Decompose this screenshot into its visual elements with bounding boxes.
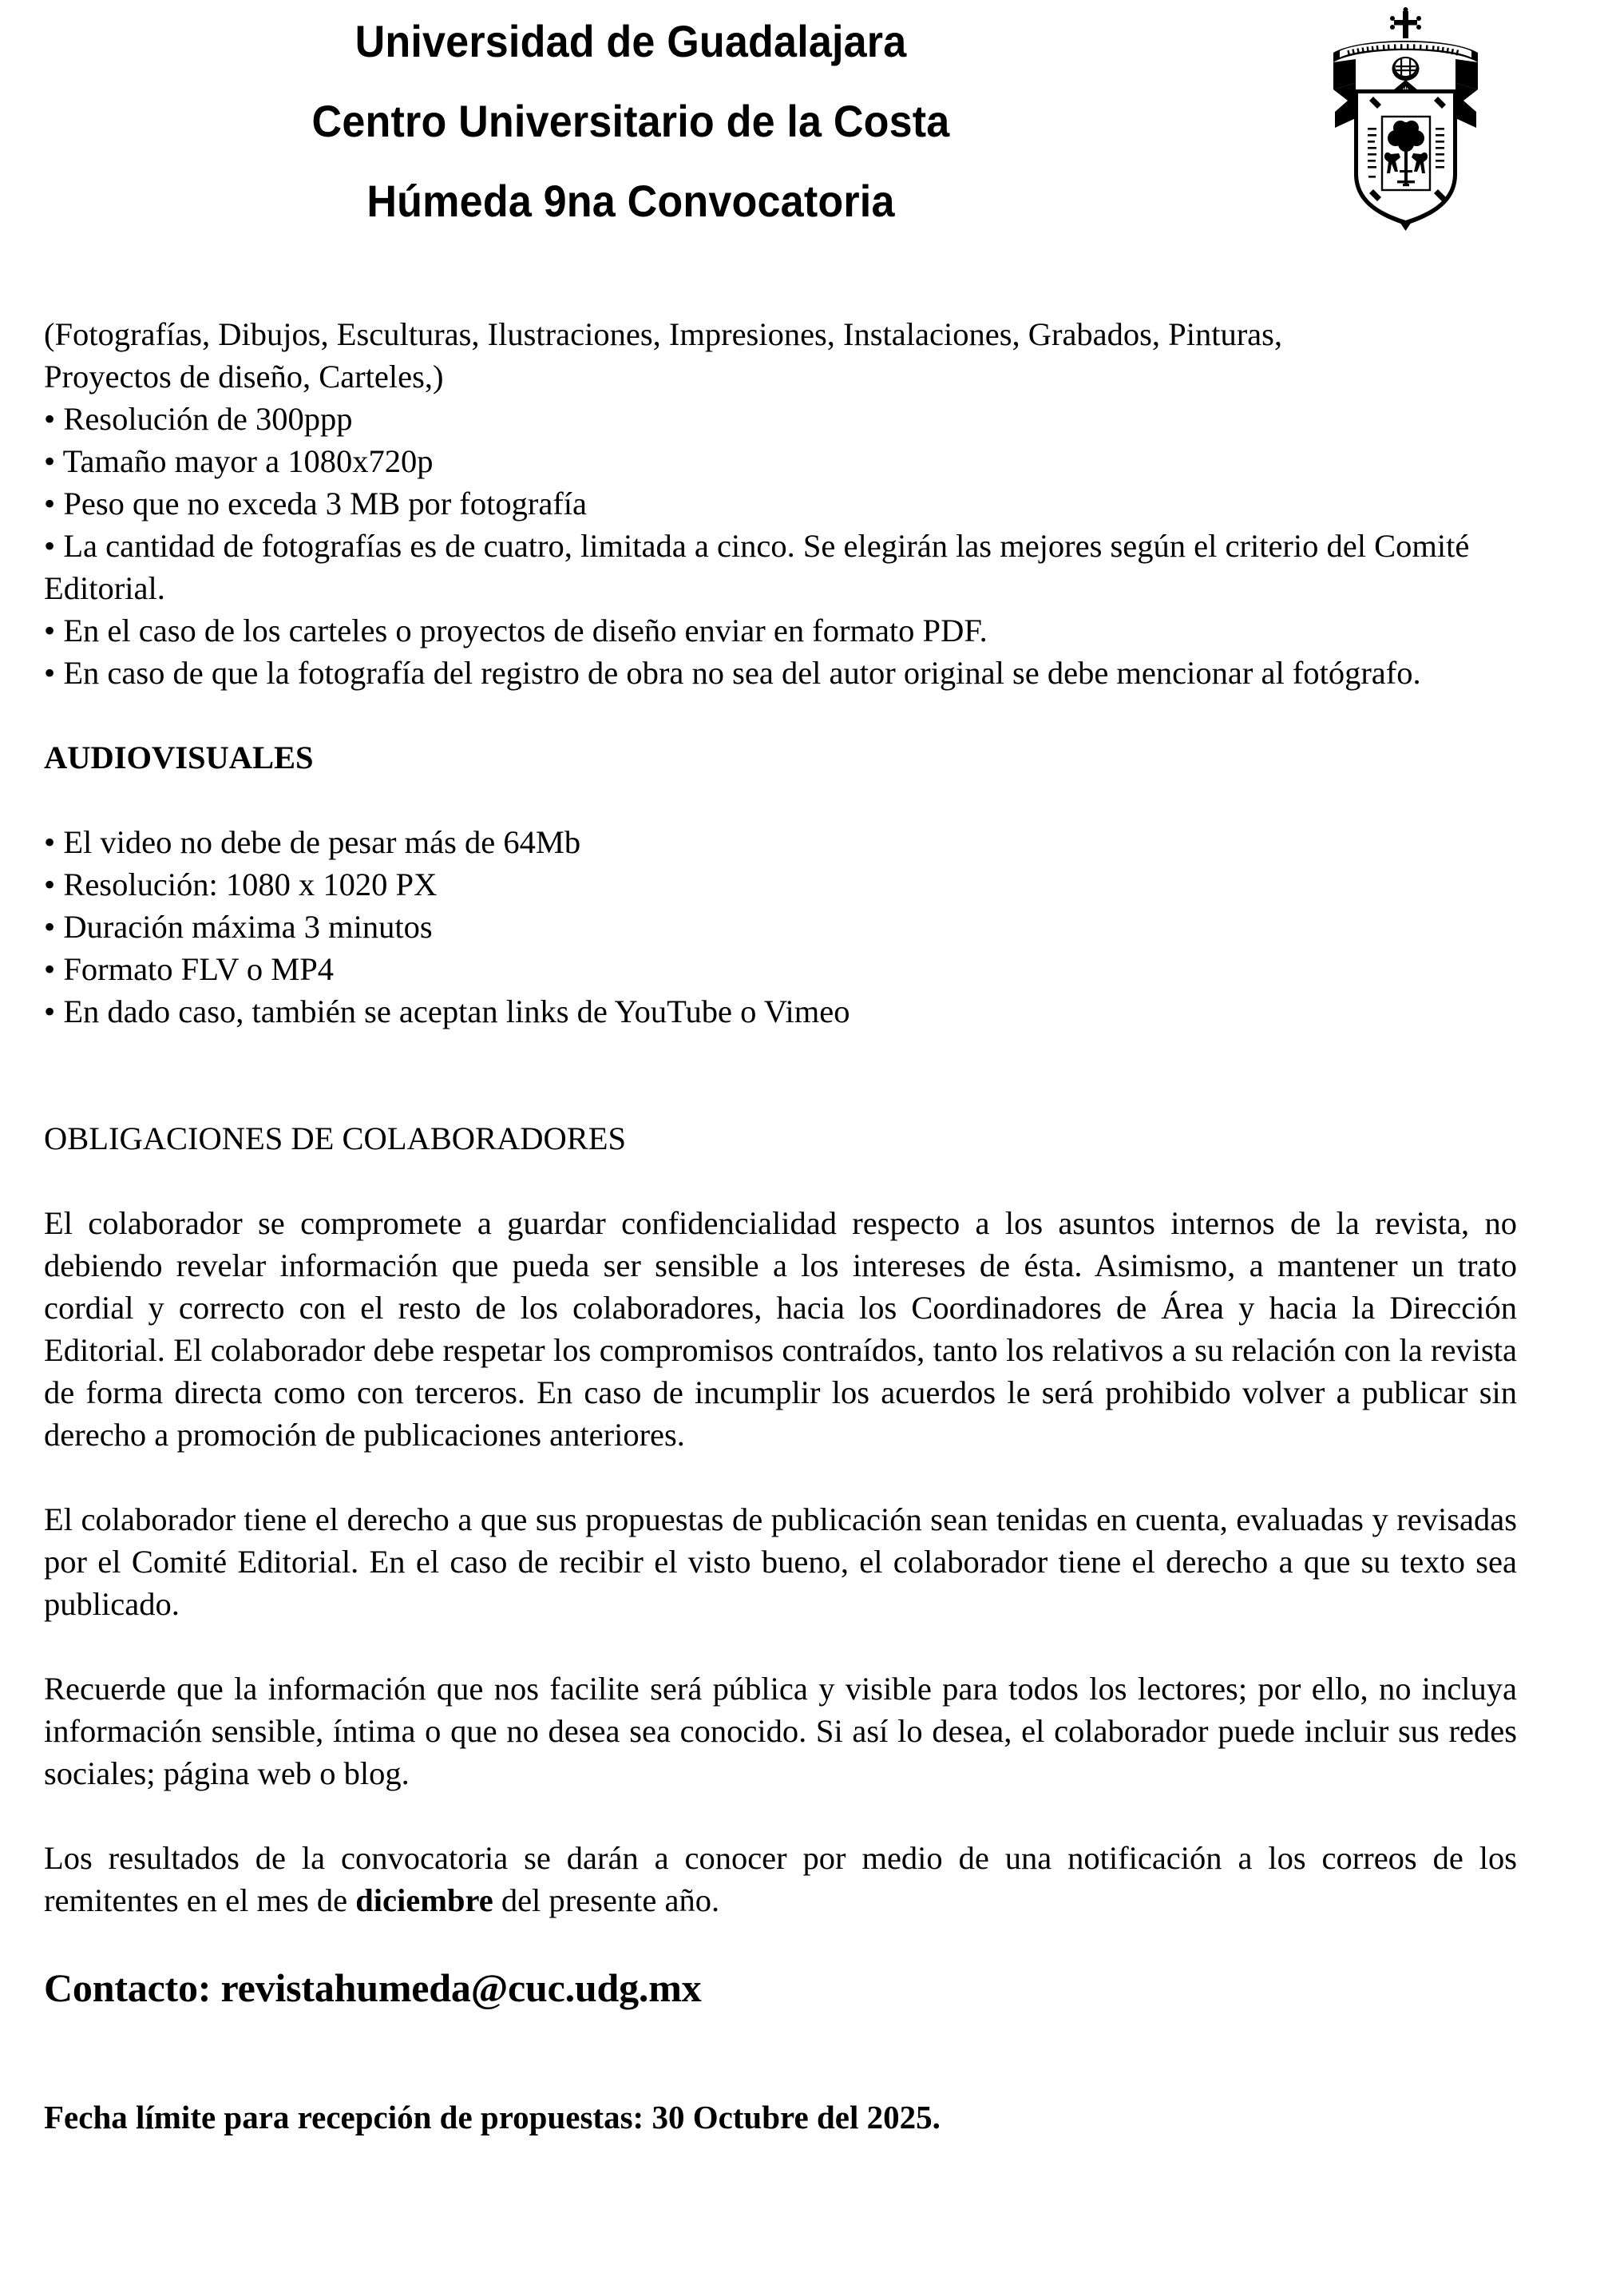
- deadline-line: Fecha límite para recepción de propuestas: 30 Octubre del 2025.: [44, 2099, 941, 2135]
- obligaciones-paragraph-3: Recuerde que la información que nos facilite será pública y visible para todos los lectores; por ello, no incluya información sensible, íntima o que no desea sea conocido. Si así lo desea, el colaborador puede incluir sus redes sociales; página web o blog.: [44, 1671, 1517, 1791]
- paragraph-4-text-after: del presente año.: [493, 1882, 720, 1918]
- bullet-icon: •: [44, 824, 56, 860]
- document-body: [44, 313, 1517, 2138]
- bullet-icon: •: [44, 866, 56, 902]
- bullet-icon: •: [44, 909, 56, 945]
- paragraph-4-text-before: Los resultados de la convocatoria se darán a conocer por medio de una notificación a los correos de los remitentes en el mes de: [44, 1840, 1517, 1918]
- list-item-label: Peso que no exceda 3 MB por fotografía: [63, 486, 588, 521]
- spacer: [44, 2012, 1517, 2096]
- list-item: [44, 821, 1517, 863]
- list-item: [44, 652, 1517, 694]
- bullet-icon: •: [44, 655, 56, 691]
- bullet-icon: •: [44, 528, 56, 564]
- spacer: [44, 1456, 1517, 1498]
- udeg-coat-of-arms-icon: [1324, 6, 1487, 232]
- intro-line-1: (Fotografías, Dibujos, Esculturas, Ilustraciones, Impresiones, Instalaciones, Grabados, Pinturas,: [44, 316, 1283, 352]
- list-item-label: La cantidad de fotografías es de cuatro, limitada a cinco. Se elegirán las mejores según el criterio del Comité Editorial.: [44, 528, 1470, 606]
- audiovisuales-list: [44, 821, 1517, 1033]
- list-item: [44, 609, 1517, 652]
- list-item-label: Tamaño mayor a 1080x720p: [62, 443, 434, 479]
- bullet-icon: •: [44, 443, 56, 479]
- list-item-label: Resolución: 1080 x 1020 PX: [63, 866, 438, 902]
- intro-block: [44, 313, 1517, 398]
- spacer: [44, 1625, 1517, 1667]
- spacer: [44, 1794, 1517, 1837]
- list-item-label: En caso de que la fotografía del registro de obra no sea del autor original se debe mencionar al fotógrafo.: [63, 655, 1421, 691]
- list-item: [44, 990, 1517, 1033]
- header-university-name: Universidad de Guadalajara: [354, 16, 907, 66]
- graphic-requirements-list: [44, 398, 1517, 694]
- intro-line-2: Proyectos de diseño, Carteles,): [44, 359, 444, 395]
- contact-line[interactable]: Contacto: revistahumeda@cuc.udg.mx: [44, 1965, 702, 2010]
- list-item-label: En el caso de los carteles o proyectos de diseño enviar en formato PDF.: [63, 613, 988, 648]
- spacer: [44, 1921, 1517, 1964]
- list-item: [44, 863, 1517, 906]
- bullet-icon: •: [44, 486, 56, 521]
- list-item: [44, 482, 1517, 525]
- header-call-title: Húmeda 9na Convocatoria: [366, 176, 895, 226]
- header-campus-name: Centro Universitario de la Costa: [311, 96, 950, 146]
- obligaciones-paragraph-4: [44, 1837, 1517, 1921]
- section-heading-audiovisuales: AUDIOVISUALES: [44, 740, 314, 775]
- spacer: [44, 1033, 1517, 1117]
- list-item-label: En dado caso, también se aceptan links de YouTube o Vimeo: [63, 993, 850, 1029]
- bullet-icon: •: [44, 401, 56, 437]
- spacer: [44, 779, 1517, 821]
- list-item: [44, 948, 1517, 990]
- document-header: [0, 0, 1604, 272]
- obligaciones-paragraph-1: El colaborador se compromete a guardar confidencialidad respecto a los asuntos internos de la revista, no debiendo revelar información que pueda ser sensible a los intereses de ésta. Asimismo, a mantener un trato cordial y correcto con el resto de los colaboradores, hacia los Coordinadores de Área y hacia la Dirección Editorial. El colaborador debe respetar los compromisos contraídos, tanto los relativos a su relación con la revista de forma directa como con terceros. En caso de incumplir los acuerdos le será prohibido volver a publicar sin derecho a promoción de publicaciones anteriores.: [44, 1205, 1517, 1453]
- bullet-icon: •: [44, 951, 56, 987]
- list-item: [44, 525, 1517, 609]
- list-item: [44, 440, 1517, 482]
- list-item-label: El video no debe de pesar más de 64Mb: [63, 824, 581, 860]
- spacer: [44, 694, 1517, 736]
- paragraph-4-month-bold: diciembre: [355, 1882, 493, 1918]
- list-item: [44, 398, 1517, 440]
- bullet-icon: •: [44, 993, 56, 1029]
- list-item-label: Formato FLV o MP4: [63, 951, 335, 987]
- spacer: [44, 1160, 1517, 1202]
- bullet-icon: •: [44, 613, 56, 648]
- header-title-block: [0, 16, 1261, 224]
- obligaciones-paragraph-2: El colaborador tiene el derecho a que sus propuestas de publicación sean tenidas en cuenta, evaluadas y revisadas por el Comité Editorial. En el caso de recibir el visto bueno, el colaborador tiene el derecho a que su texto sea publicado.: [44, 1501, 1517, 1622]
- section-heading-obligaciones: OBLIGACIONES DE COLABORADORES: [44, 1120, 627, 1156]
- list-item: [44, 906, 1517, 948]
- list-item-label: Resolución de 300ppp: [63, 401, 353, 437]
- list-item-label: Duración máxima 3 minutos: [63, 909, 433, 945]
